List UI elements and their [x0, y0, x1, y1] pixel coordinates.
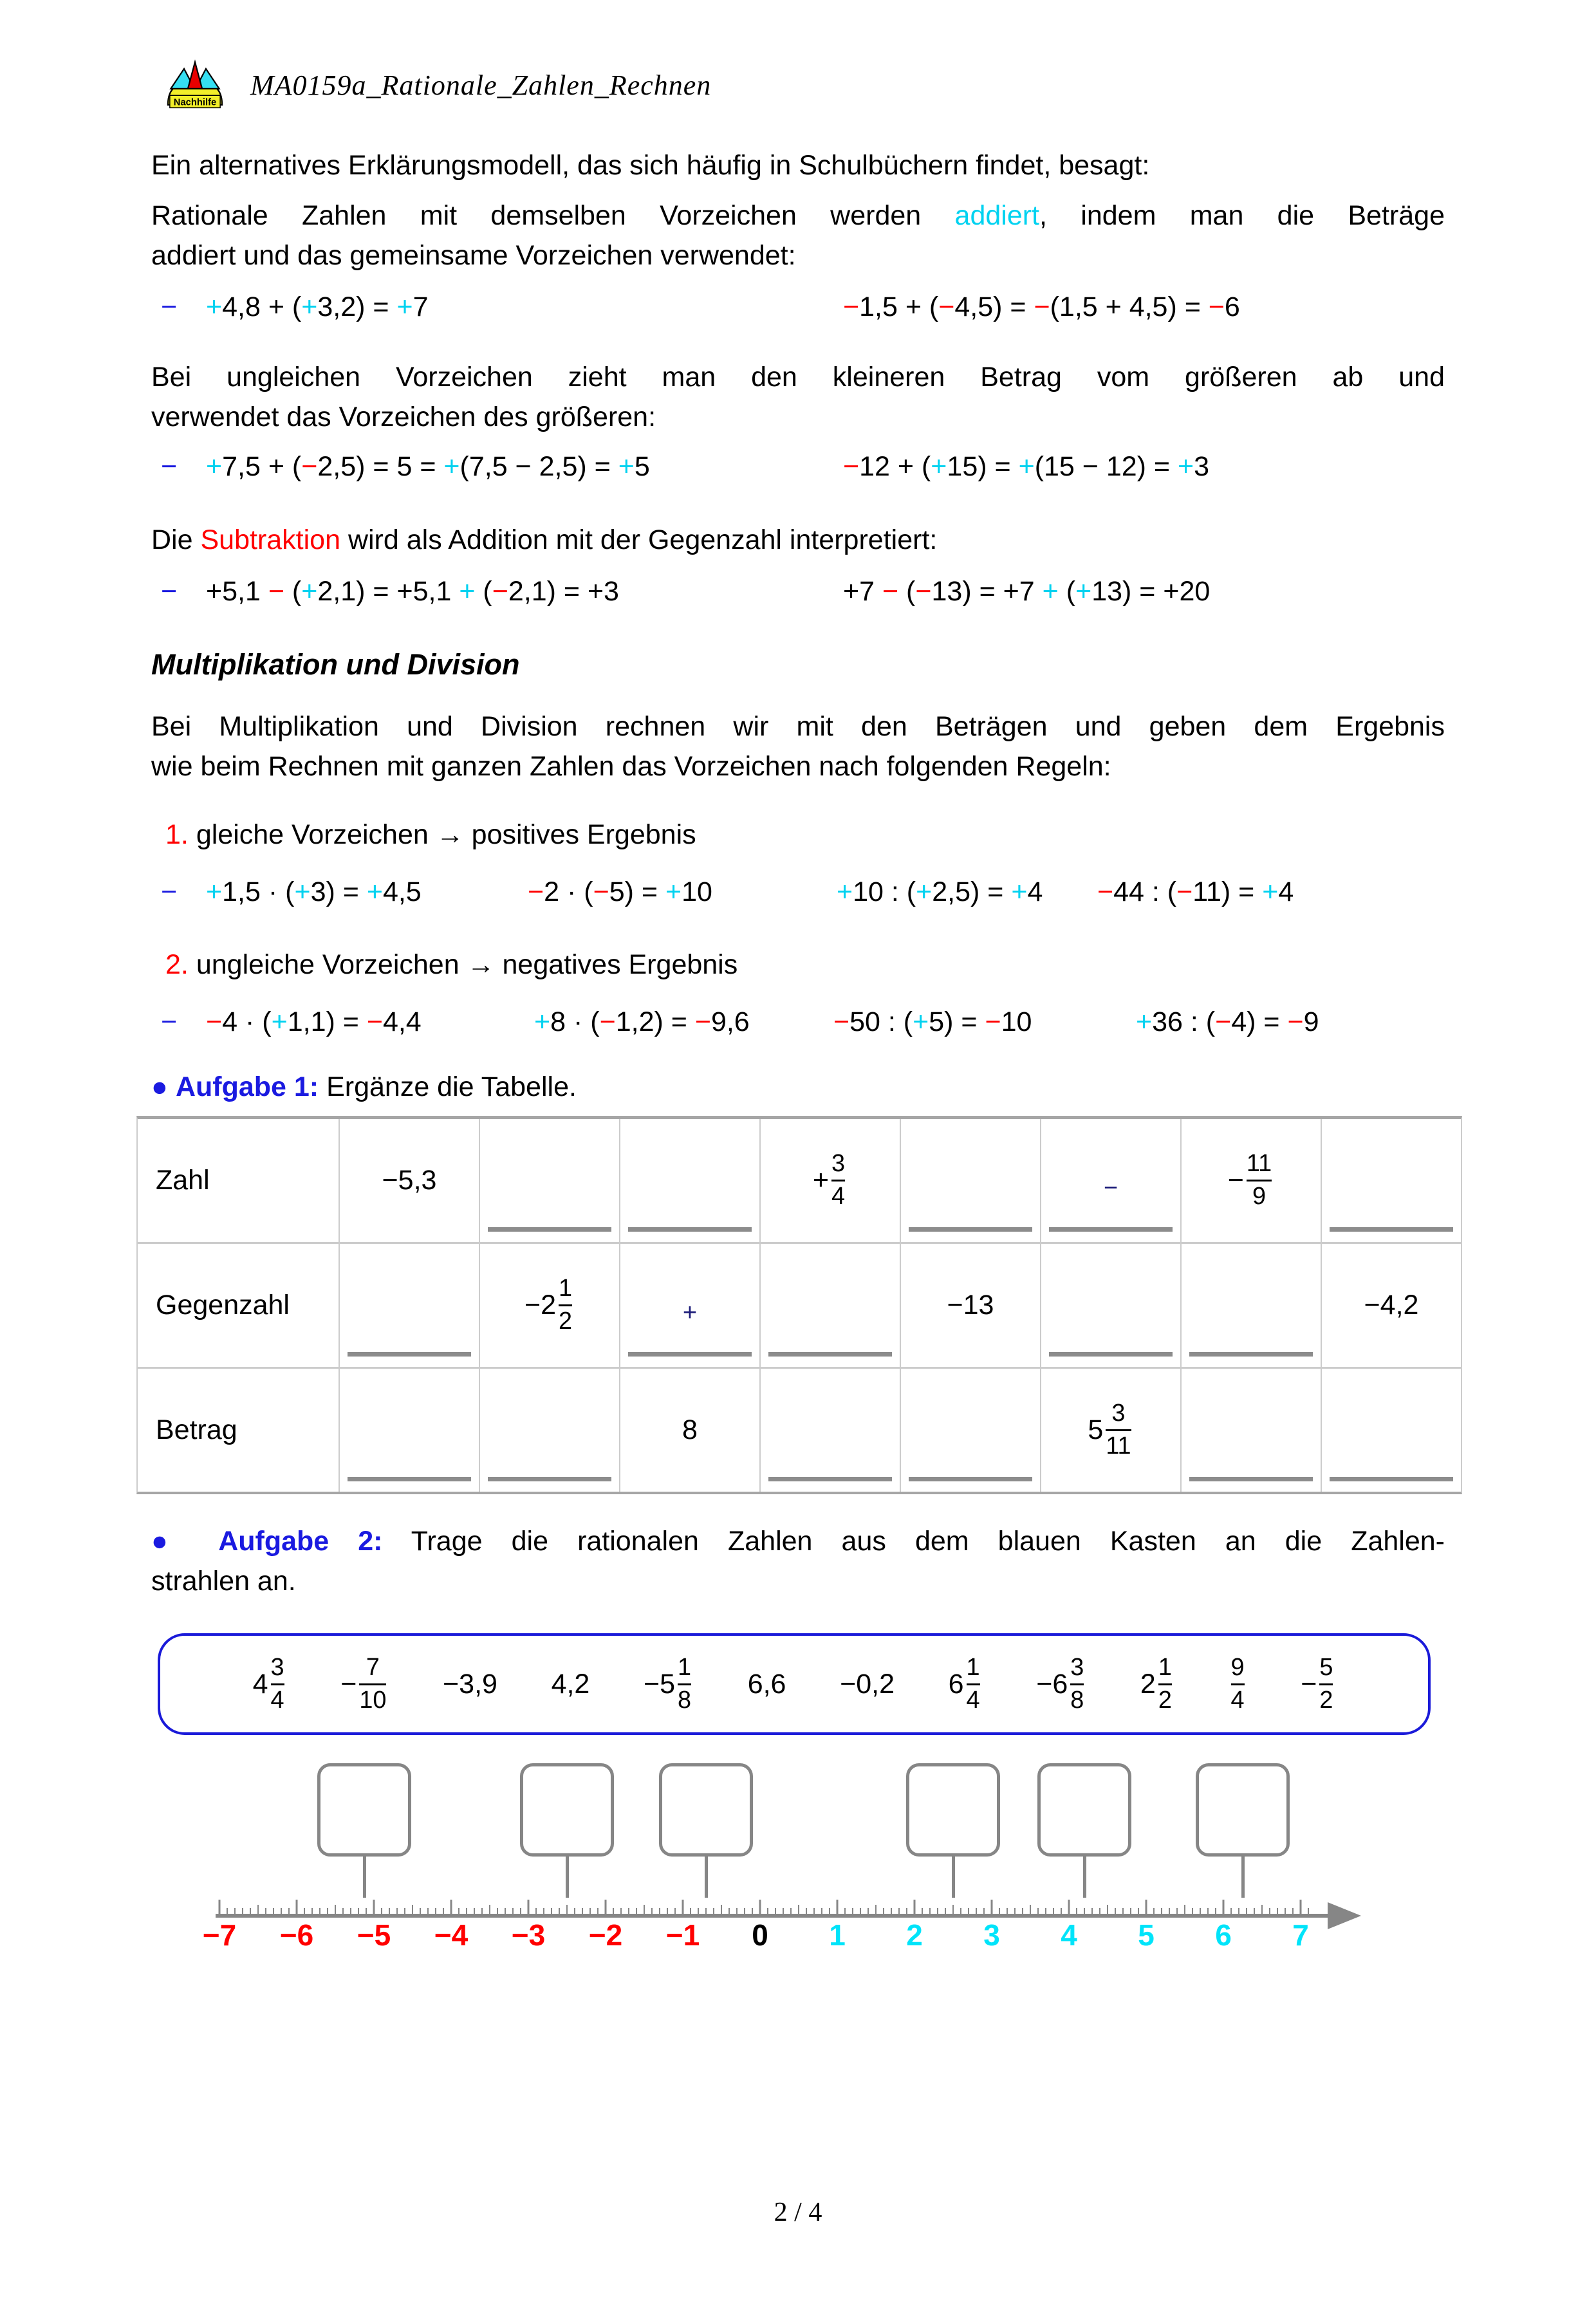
number-value: 4,2	[551, 1668, 590, 1700]
worksheet-page	[0, 59, 1596, 2316]
muldiv-heading: Multiplikation und Division	[151, 648, 520, 681]
table-value-cell	[1040, 1367, 1180, 1492]
table-value-cell	[1180, 1119, 1321, 1242]
aufgabe1-table	[136, 1116, 1462, 1494]
addition-rule-line1: Rationale Zahlen mit demselben Vorzeichen werden addiert, indem man die Beträge	[151, 200, 1445, 231]
fraction: $\frac{1}{8}$	[678, 1653, 692, 1714]
answer-box	[906, 1763, 1000, 1857]
equation: +36 : (−4) = −9	[1136, 1006, 1319, 1037]
page-indicator: 2 / 4	[774, 2198, 822, 2227]
table-answer-cell	[1180, 1242, 1321, 1367]
answer-blank	[909, 1477, 1032, 1481]
fraction: $\frac{3}{11}$	[1106, 1400, 1131, 1459]
header	[164, 59, 1596, 111]
axis-label: 4	[1061, 1918, 1077, 1952]
answer-box	[317, 1763, 411, 1857]
fraction: $\frac{3}{8}$	[1070, 1653, 1084, 1714]
equation: +4,8 + (+3,2) = +7	[206, 292, 429, 322]
unequal-rule-line1: Bei ungleichen Vorzeichen zieht man den kleineren Betrag vom größeren ab und	[151, 362, 1445, 393]
bullet-dash: −	[161, 576, 178, 607]
number-value: −0,2	[840, 1668, 895, 1700]
document-title: MA0159a_Rationale_Zahlen_Rechnen	[250, 69, 712, 101]
table-value-cell	[619, 1367, 759, 1492]
equation: +8 · (−1,2) = −9,6	[534, 1006, 750, 1037]
number-value: 8	[682, 1414, 698, 1445]
fraction: $\frac{3}{4}$	[831, 1150, 846, 1210]
number-value: −5,3	[382, 1165, 437, 1196]
subtraction-paragraph: Die Subtraktion wird als Addition mit der Gegenzahl interpretiert:	[151, 524, 938, 555]
table-answer-cell	[339, 1367, 479, 1492]
table-value-cell	[900, 1242, 1040, 1367]
preset-sign: +	[682, 1299, 698, 1326]
table-value-cell	[1321, 1242, 1461, 1367]
number-value: −4,2	[1364, 1290, 1419, 1320]
axis-label: −7	[202, 1918, 237, 1952]
table-row-label: Betrag	[138, 1367, 339, 1492]
axis-label: 3	[983, 1918, 1000, 1952]
fraction: $\frac{5}{2}$	[1319, 1653, 1333, 1714]
addition-rule-line2: addiert und das gemeinsame Vorzeichen verwendet:	[151, 240, 796, 271]
answer-blank	[348, 1477, 471, 1481]
aufgabe1-heading: ● Aufgabe 1: Ergänze die Tabelle.	[151, 1071, 577, 1102]
table-answer-cell	[1040, 1242, 1180, 1367]
answer-blank	[348, 1352, 471, 1357]
table-answer-cell	[1180, 1367, 1321, 1492]
table-row-label: Gegenzahl	[138, 1242, 339, 1367]
bullet-dash: −	[161, 876, 178, 907]
muldiv-paragraph-line2: wie beim Rechnen mit ganzen Zahlen das Vorzeichen nach folgenden Regeln:	[151, 751, 1111, 782]
answer-box-stem	[363, 1855, 366, 1898]
number-value: 6,6	[747, 1668, 786, 1700]
equation: −12 + (+15) = +(15 − 12) = +3	[843, 451, 1210, 482]
intro-paragraph: Ein alternatives Erklärungsmodell, das sich häufig in Schulbüchern findet, besagt:	[151, 150, 1150, 181]
answer-box-stem	[1083, 1855, 1086, 1898]
answer-blank	[768, 1477, 892, 1481]
number-value	[1229, 1653, 1247, 1714]
number-value: −13	[947, 1290, 994, 1320]
table-answer-cell	[619, 1242, 759, 1367]
equation-row-subtraction	[151, 576, 1445, 616]
number-value: 5 $\frac{3}{11}$	[1088, 1400, 1131, 1459]
answer-box-stem	[952, 1855, 955, 1898]
table-value-cell	[339, 1119, 479, 1242]
number-value: 4 $\frac{3}{4}$	[252, 1653, 284, 1714]
fraction: $\frac{3}{4}$	[270, 1653, 284, 1714]
answer-box-stem	[566, 1855, 569, 1898]
number-value: − $\frac{11}{9}$	[1227, 1150, 1272, 1210]
bullet-dash: −	[161, 1006, 178, 1037]
equation: −4 · (+1,1) = −4,4	[206, 1006, 422, 1037]
answer-blank	[628, 1352, 752, 1357]
answer-blank	[1189, 1352, 1313, 1357]
number-value: −3,9	[443, 1668, 497, 1700]
answer-blank	[1189, 1477, 1313, 1481]
table-answer-cell	[1321, 1367, 1461, 1492]
axis-label: −6	[279, 1918, 314, 1952]
equation: +1,5 · (+3) = +4,5	[206, 876, 422, 907]
number-value: − $\frac{7}{10}$	[340, 1653, 387, 1714]
table-answer-cell	[479, 1119, 619, 1242]
bullet-dash: −	[161, 292, 178, 322]
answer-blank	[1049, 1227, 1173, 1232]
equation-row-negative-result	[151, 1006, 1445, 1046]
number-box	[158, 1633, 1431, 1735]
table-answer-cell	[479, 1367, 619, 1492]
answer-blank	[488, 1227, 611, 1232]
answer-box	[1037, 1763, 1131, 1857]
equation-row-positive-result	[151, 876, 1445, 916]
answer-box-stem	[705, 1855, 708, 1898]
table-answer-cell	[619, 1119, 759, 1242]
answer-blank	[488, 1477, 611, 1481]
logo-text: Nachhilfe	[173, 97, 217, 108]
number-value: 2 $\frac{1}{2}$	[1140, 1653, 1172, 1714]
muldiv-paragraph-line1: Bei Multiplikation und Division rechnen wir mit den Beträgen und geben dem Ergebnis	[151, 711, 1445, 742]
rule1-line: 1. gleiche Vorzeichen → positives Ergebnis	[165, 819, 696, 850]
nachhilfe-logo	[164, 59, 226, 111]
bullet-dash: −	[161, 451, 178, 482]
content	[0, 145, 1596, 1956]
fraction: $\frac{7}{10}$	[359, 1653, 387, 1714]
axis-label: 6	[1215, 1918, 1232, 1952]
table-answer-cell	[900, 1119, 1040, 1242]
table-answer-cell	[339, 1242, 479, 1367]
equation: +5,1 − (+2,1) = +5,1 + (−2,1) = +3	[206, 576, 619, 607]
axis-label: −3	[511, 1918, 546, 1952]
number-value: − 6 $\frac{3}{8}$	[1036, 1653, 1084, 1714]
answer-blank	[1330, 1477, 1453, 1481]
axis-label: 1	[829, 1918, 846, 1952]
answer-box	[1196, 1763, 1290, 1857]
axis-label: −2	[588, 1918, 623, 1952]
axis-label: −5	[357, 1918, 391, 1952]
number-value: 6 $\frac{1}{4}$	[948, 1653, 980, 1714]
equation: −2 · (−5) = +10	[528, 876, 712, 907]
answer-box-stem	[1241, 1855, 1245, 1898]
table-answer-cell	[759, 1367, 900, 1492]
answer-box	[659, 1763, 753, 1857]
number-line	[202, 1763, 1374, 1956]
preset-sign: −	[1103, 1174, 1118, 1201]
rule2-line: 2. ungleiche Vorzeichen → negatives Ergebnis	[165, 949, 738, 980]
table-value-cell	[479, 1242, 619, 1367]
number-value: − 2 $\frac{1}{2}$	[524, 1275, 573, 1335]
equation: −1,5 + (−4,5) = −(1,5 + 4,5) = −6	[843, 292, 1240, 322]
fraction: $\frac{9}{4}$	[1230, 1653, 1245, 1714]
number-value: + $\frac{3}{4}$	[812, 1150, 846, 1210]
unequal-rule-line2: verwendet das Vorzeichen des größeren:	[151, 402, 656, 432]
table-row-label: Zahl	[156, 1165, 210, 1196]
answer-box	[520, 1763, 614, 1857]
equation: −44 : (−11) = +4	[1097, 876, 1294, 907]
answer-blank	[1049, 1352, 1173, 1357]
fraction: $\frac{1}{4}$	[966, 1653, 980, 1714]
equation: +7,5 + (−2,5) = 5 = +(7,5 − 2,5) = +5	[206, 451, 650, 482]
logo-center-peak	[188, 62, 202, 89]
axis-label: −4	[434, 1918, 469, 1952]
axis-label: 7	[1292, 1918, 1309, 1952]
aufgabe2-heading-line2: strahlen an.	[151, 1566, 296, 1597]
equation: +10 : (+2,5) = +4	[837, 876, 1043, 907]
answer-blank	[909, 1227, 1032, 1232]
table-answer-cell	[1321, 1119, 1461, 1242]
aufgabe2-heading-line1: ● Aufgabe 2: Trage die rationalen Zahlen aus dem blauen Kasten an die Zahlen-	[151, 1526, 1445, 1557]
axis-label: 0	[752, 1918, 768, 1952]
table-answer-cell	[1040, 1119, 1180, 1242]
axis-label: −1	[665, 1918, 700, 1952]
axis-label: 5	[1138, 1918, 1155, 1952]
equation-row-addition-unequal-sign	[151, 451, 1445, 491]
equation: +7 − (−13) = +7 + (+13) = +20	[843, 576, 1211, 607]
table-answer-cell	[900, 1367, 1040, 1492]
fraction: $\frac{1}{2}$	[559, 1275, 573, 1335]
equation-row-addition-same-sign	[151, 292, 1445, 331]
answer-blank	[1330, 1227, 1453, 1232]
axis-label: 2	[906, 1918, 923, 1952]
table-value-cell	[759, 1119, 900, 1242]
arrowhead	[1328, 1902, 1361, 1929]
fraction: $\frac{1}{2}$	[1158, 1653, 1172, 1714]
number-value: − 5 $\frac{1}{8}$	[643, 1653, 692, 1714]
answer-blank	[628, 1227, 752, 1232]
equation: −50 : (+5) = −10	[833, 1006, 1032, 1037]
answer-blank	[768, 1352, 892, 1357]
table-answer-cell	[759, 1242, 900, 1367]
fraction: $\frac{11}{9}$	[1246, 1150, 1272, 1210]
number-value: − $\frac{5}{2}$	[1301, 1653, 1333, 1714]
